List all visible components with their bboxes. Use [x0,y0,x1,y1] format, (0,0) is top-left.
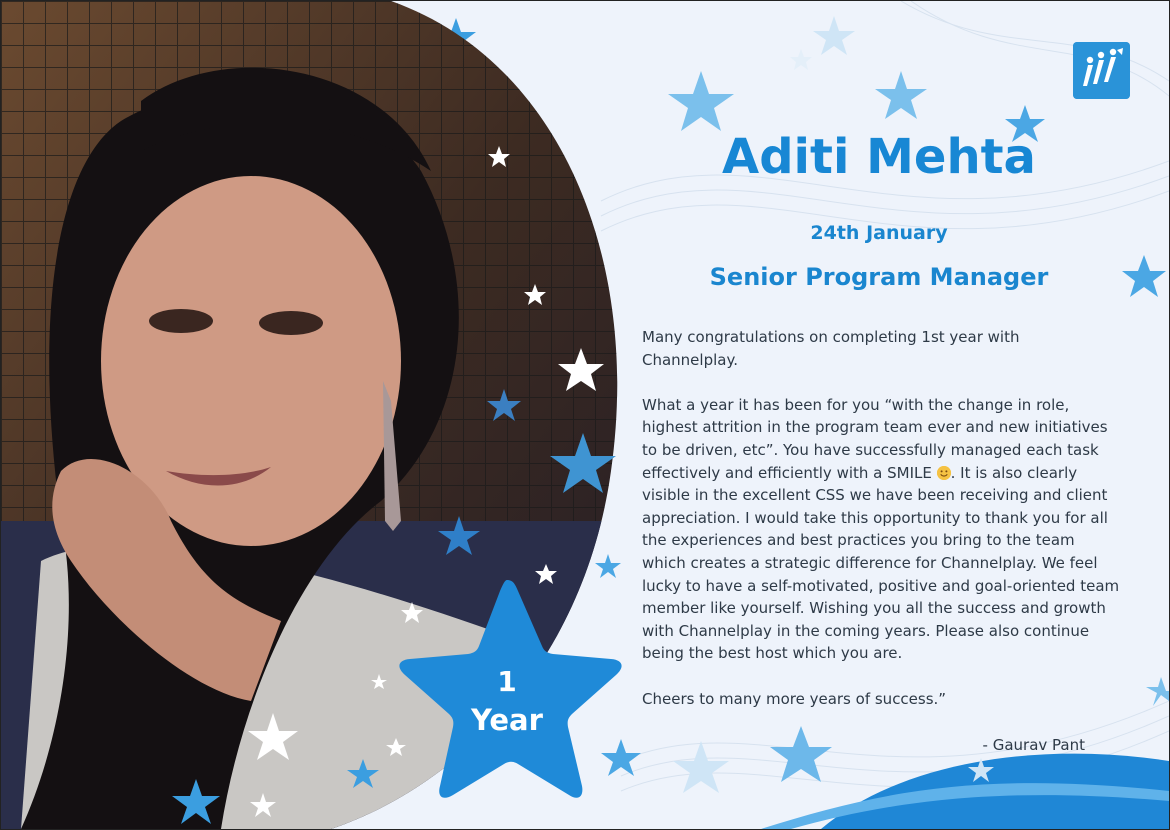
badge-year-number: 1 [497,665,517,698]
star-icon [668,71,734,131]
message-paragraph-2-start: What a year it has been for you “with the change in role, highest attrition in the program team ever and new initiatives to be driven, etc”. You have successfully managed each task effectively and efficiently with a SMILE [642,395,1108,482]
star-icon [770,726,832,782]
star-icon [790,49,812,70]
message-paragraph-2 [642,394,1120,665]
employee-role: Senior Program Manager [709,263,1049,291]
channelplay-logo-icon [1073,42,1130,99]
star-icon [813,16,855,55]
anniversary-date: 24th January [810,222,948,244]
star-icon [875,71,927,119]
star-icon [673,741,729,793]
star-icon [1146,677,1169,706]
signature: - Gaurav Pant [982,736,1085,754]
message-paragraph-2-end: . It is also clearly visible in the excellent CSS we have been receiving and client appreciation. I would take this opportunity to thank you for all the experiences and best practices you bring to the team which creates a strategic difference for Channelplay. We feel lucky to have a self-motivated, positive and goal-oriented team member like yourself. Wishing you all the success and growth with Channelplay in the coming years. Please also continue being the best host which you are. [642,463,1120,663]
message-paragraph-3: Cheers to many more years of success.” [642,689,947,708]
badge-year-unit: Year [471,703,543,737]
employee-name: Aditi Mehta [722,129,1036,185]
message-body [642,326,1120,710]
star-icon [1122,255,1166,297]
message-paragraph-1: Many congratulations on completing 1st year with Channelplay. [642,328,1020,369]
smiling-face-emoji-icon [937,466,951,480]
